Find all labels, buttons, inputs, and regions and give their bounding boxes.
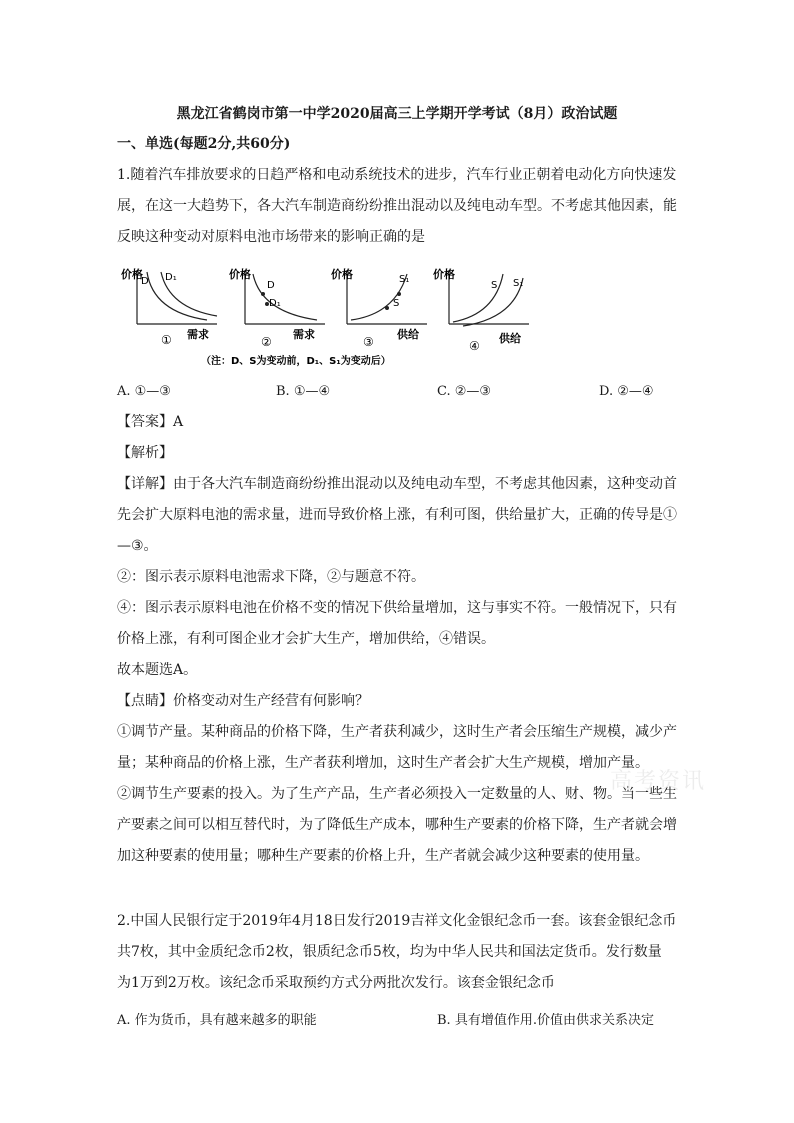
q2-option-b[interactable]: B. 具有增值作用.价值由供求关系决定 [437,1013,654,1028]
q1-analysis-label: 【解析】 [117,445,173,461]
q1-stem-line: 反映这种变动对原料电池市场带来的影响正确的是 [117,229,425,245]
graph-1-y-label: 价格 [121,268,143,281]
graph-4-curve-label: S [491,280,498,291]
graph-2 [229,267,325,349]
q1-option-a[interactable]: A. ①—③ [117,384,171,399]
q1-detail-line: 故本题选A。 [117,662,198,678]
graph-3-x-label: 供给 [397,328,419,341]
page-title: 黑龙江省鹤岗市第一中学2020届高三上学期开学考试（8月）政治试题 [176,106,618,122]
graph-3-point [397,292,401,296]
graph-1-curve-label: D [141,276,149,287]
graph-3-curve-label: S₁ [399,274,410,285]
q2-option-a[interactable]: A. 作为货币，具有越来越多的职能 [117,1013,317,1028]
q2-stem-line: 2.中国人民银行定于2019年4月18日发行2019吉祥文化金银纪念币一套。该套金银纪念币 [117,913,677,929]
q2-stem-line: 共7枚，其中金质纪念币2枚，银质纪念币5枚，均为中华人民共和国法定货币。发行数量 [117,944,662,960]
q1-option-c[interactable]: C. ②—③ [437,384,492,399]
q1-detail-line: ④：图示表示原料电池在价格不变的情况下供给量增加，这与事实不符。一般情况下，只有 [117,600,677,616]
graph-4-curve-label: S₁ [513,278,524,289]
q1-stem-line: 1.随着汽车排放要求的日趋严格和电动系统技术的进步，汽车行业正朝着电动化方向快速发 [117,167,677,183]
graph-2-curve-label: D [267,280,275,291]
graph-4 [433,267,529,353]
graph-3 [331,267,427,349]
q1-stem-line: 展，在这一大趋势下，各大汽车制造商纷纷推出混动以及纯电动车型。不考虑其他因素，能 [117,198,677,214]
q1-detail-line: 产要素之间可以相互替代时，为了降低生产成本，哪种生产要素的价格下降，生产者就会增 [117,817,677,833]
graph-2-curve-d [253,274,317,320]
q1-detail-line: 加这种要素的使用量；哪种生产要素的价格上升，生产者就会减少这种要素的使用量。 [117,848,649,864]
section-heading: 一、单选(每题2分,共60分) [117,136,291,152]
graph-2-point [261,292,265,296]
q1-detail-line: ①调节产量。某种商品的价格下降，生产者获利减少，这时生产者会压缩生产规模，减少产 [117,724,677,740]
graph-1-number: ① [161,333,172,347]
q1-detail-line: 【点睛】价格变动对生产经营有何影响？ [117,693,369,709]
graph-1-x-label: 需求 [187,328,209,341]
graph-2-number: ② [261,335,272,349]
q1-option-d[interactable]: D. ②—④ [599,384,654,399]
graph-4-y-label: 价格 [433,268,455,281]
q1-figure-svg [117,262,557,374]
q1-detail-line: 【详解】由于各大汽车制造商纷纷推出混动以及纯电动车型，不考虑其他因素，这种变动首 [117,476,677,492]
graph-4-number: ④ [469,339,480,353]
graph-2-y-label: 价格 [229,268,251,281]
graph-1-curve-d [147,272,207,320]
q1-figure [117,262,557,374]
q1-stem [117,160,677,253]
q1-detail-line: ②调节生产要素的投入。为了生产产品，生产者必须投入一定数量的人、财、物。当一些生 [117,786,677,802]
q1-detail-line: —③。 [117,538,158,554]
q1-detail-line: 价格上涨，有利可图企业才会扩大生产，增加供给，④错误。 [117,631,495,647]
graph-2-x-label: 需求 [293,328,315,341]
watermark: 高考资讯 [610,769,707,794]
q1-answer-block [117,407,677,872]
graph-3-point [385,306,389,310]
graph-2-curve-label: D₁ [269,298,281,309]
figure-note: （注：D、S为变动前，D₁、S₁为变动后） [201,356,391,367]
q2-stem [117,906,677,999]
graph-1 [121,267,217,347]
q2-stem-line: 为1万到2万枚。该纪念币采取预约方式分两批次发行。该套金银纪念币 [117,975,555,991]
graph-4-x-label: 供给 [499,332,521,345]
graph-1-curve-label: D₁ [165,272,177,283]
q1-detail-line: 先会扩大原料电池的需求量，进而导致价格上涨，有利可图，供给量扩大，正确的传导是① [117,507,677,523]
q1-answer: 【答案】A [117,414,184,430]
graph-3-number: ③ [363,335,374,349]
q1-option-b[interactable]: B. ①—④ [276,384,331,399]
q1-detail-line: ②：图示表示原料电池需求下降，②与题意不符。 [117,569,425,585]
graph-3-curve-label: S [393,298,400,309]
graph-3-y-label: 价格 [331,268,353,281]
q1-detail-line: 量；某种商品的价格上涨，生产者获利增加，这时生产者会扩大生产规模，增加产量。 [117,755,649,771]
